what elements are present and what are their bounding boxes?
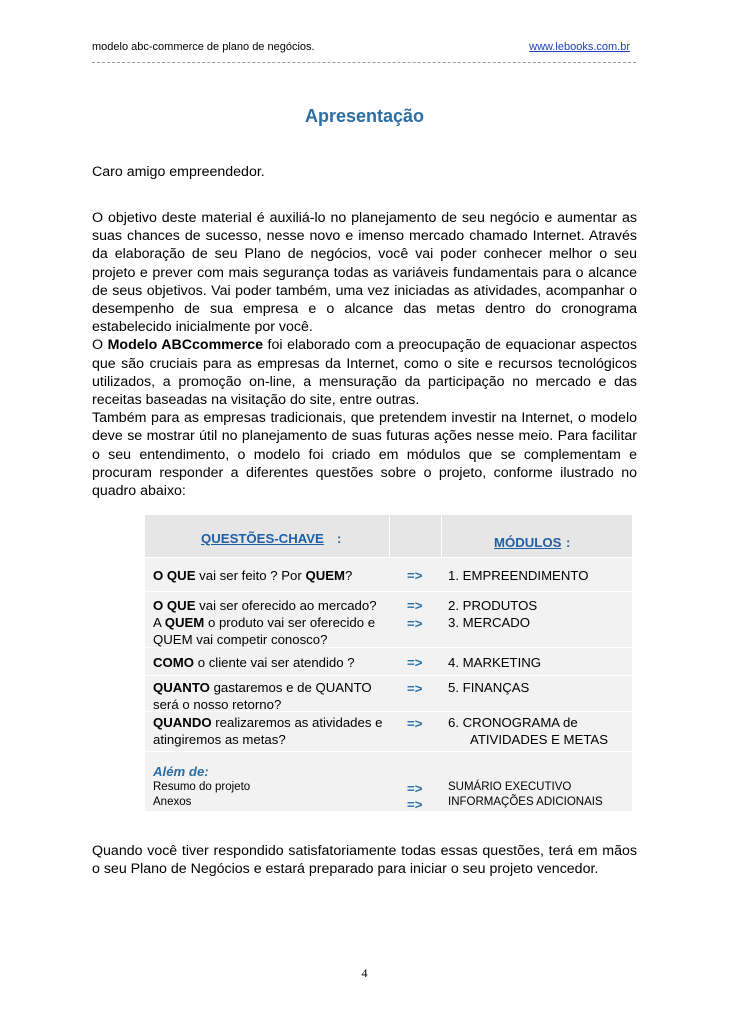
module-cell: 5. FINANÇAS <box>448 680 530 695</box>
module-cell: 6. CRONOGRAMA de ATIVIDADES E METAS <box>448 715 609 747</box>
paragraph-traditional: Também para as empresas tradicionais, que pretendem investir na Internet, o modelo deve se mostrar útil no planejamento de suas futuras ações nesse meio. Para facilitar o seu entendimento, o modelo foi criado em módulos que se complementam e procuram responder a diferentes questões sobre o projeto, conforme ilustrado no quadro abaixo: <box>92 410 637 500</box>
module-cell: 4. MARKETING <box>448 655 542 670</box>
header-website-link[interactable]: www.lebooks.com.br <box>529 41 630 53</box>
module-cell: SUMÁRIO EXECUTIVO <box>448 781 572 793</box>
header-divider <box>92 62 636 63</box>
question-cell: O QUE vai ser feito ? Por QUEM? <box>153 568 353 583</box>
table-row <box>145 675 632 711</box>
question-cell: Resumo do projeto <box>153 781 251 793</box>
table-row <box>145 647 632 675</box>
header-questions-colon: : <box>337 531 342 546</box>
header-questions: QUESTÕES-CHAVE <box>201 531 324 546</box>
arrow: => <box>407 716 423 731</box>
arrow: => <box>407 598 423 613</box>
alem-label: Além de: <box>153 764 209 779</box>
question-cell: A QUEM o produto vai ser oferecido e QUEM vai competir conosco? <box>153 615 376 647</box>
paragraph-model-prefix: O <box>92 337 108 354</box>
question-cell: Anexos <box>153 796 192 808</box>
intro-text <box>92 209 637 500</box>
key-questions-table <box>145 515 632 811</box>
arrow: => <box>407 655 423 670</box>
page-number: 4 <box>361 966 368 980</box>
arrow: => <box>407 781 423 796</box>
model-name: Modelo ABCcommerce <box>107 337 263 354</box>
header-document-title: modelo abc-commerce de plano de negócios. <box>92 41 315 53</box>
greeting: Caro amigo empreendedor. <box>92 164 265 180</box>
table-row <box>145 711 632 751</box>
paragraph-model <box>92 336 637 409</box>
page-header <box>92 41 636 65</box>
module-cell: 3. MERCADO <box>448 615 531 630</box>
question-cell: O QUE vai ser oferecido ao mercado? <box>153 598 377 613</box>
arrow: => <box>407 797 423 812</box>
table-row <box>145 591 632 647</box>
module-cell: 2. PRODUTOS <box>448 598 538 613</box>
table-header <box>145 515 632 557</box>
header-modules: MÓDULOS <box>494 535 562 550</box>
table-row-extras <box>145 751 632 811</box>
arrow: => <box>407 681 423 696</box>
header-modules-colon: : <box>566 535 571 550</box>
question-cell: QUANDO realizaremos as atividades e atingiremos as metas? <box>153 715 383 747</box>
question-cell: QUANTO gastaremos e de QUANTO será o nosso retorno? <box>153 680 372 712</box>
module-cell: INFORMAÇÕES ADICIONAIS <box>448 796 603 808</box>
paragraph-model-suffix: foi elaborado com a preocupação de equacionar aspectos que são cruciais para as empresas da Internet, como o site e recursos tecnológicos utilizados, a promoção on-line, a mensuração da participação no mercado e das receitas baseadas na visitação do site, entre outras. <box>92 337 638 409</box>
arrow: => <box>407 568 423 583</box>
module-cell: 1. EMPREENDIMENTO <box>448 568 589 583</box>
page-title: Apresentação <box>304 106 425 126</box>
closing-paragraph: Quando você tiver respondido satisfatoriamente todas essas questões, terá em mãos o seu Plano de Negócios e estará preparado para iniciar o seu projeto vencedor. <box>92 843 637 878</box>
paragraph-objective: O objetivo deste material é auxiliá-lo no planejamento de seu negócio e aumentar as suas chances de sucesso, nesse novo e imenso mercado chamado Internet. Através da elaboração de seu Plano de negócios, você vai poder conhecer melhor o seu projeto e prever com mais segurança todas as variáveis fundamentais para o alcance de seus objetivos. Vai poder também, uma vez iniciadas as atividades, acompanhar o desempenho de sua empresa e o alcance das metas dentro do cronograma estabelecido inicialmente por você. <box>92 210 637 336</box>
question-cell: COMO o cliente vai ser atendido ? <box>153 655 355 670</box>
table-row <box>145 557 632 591</box>
arrow: => <box>407 616 423 631</box>
